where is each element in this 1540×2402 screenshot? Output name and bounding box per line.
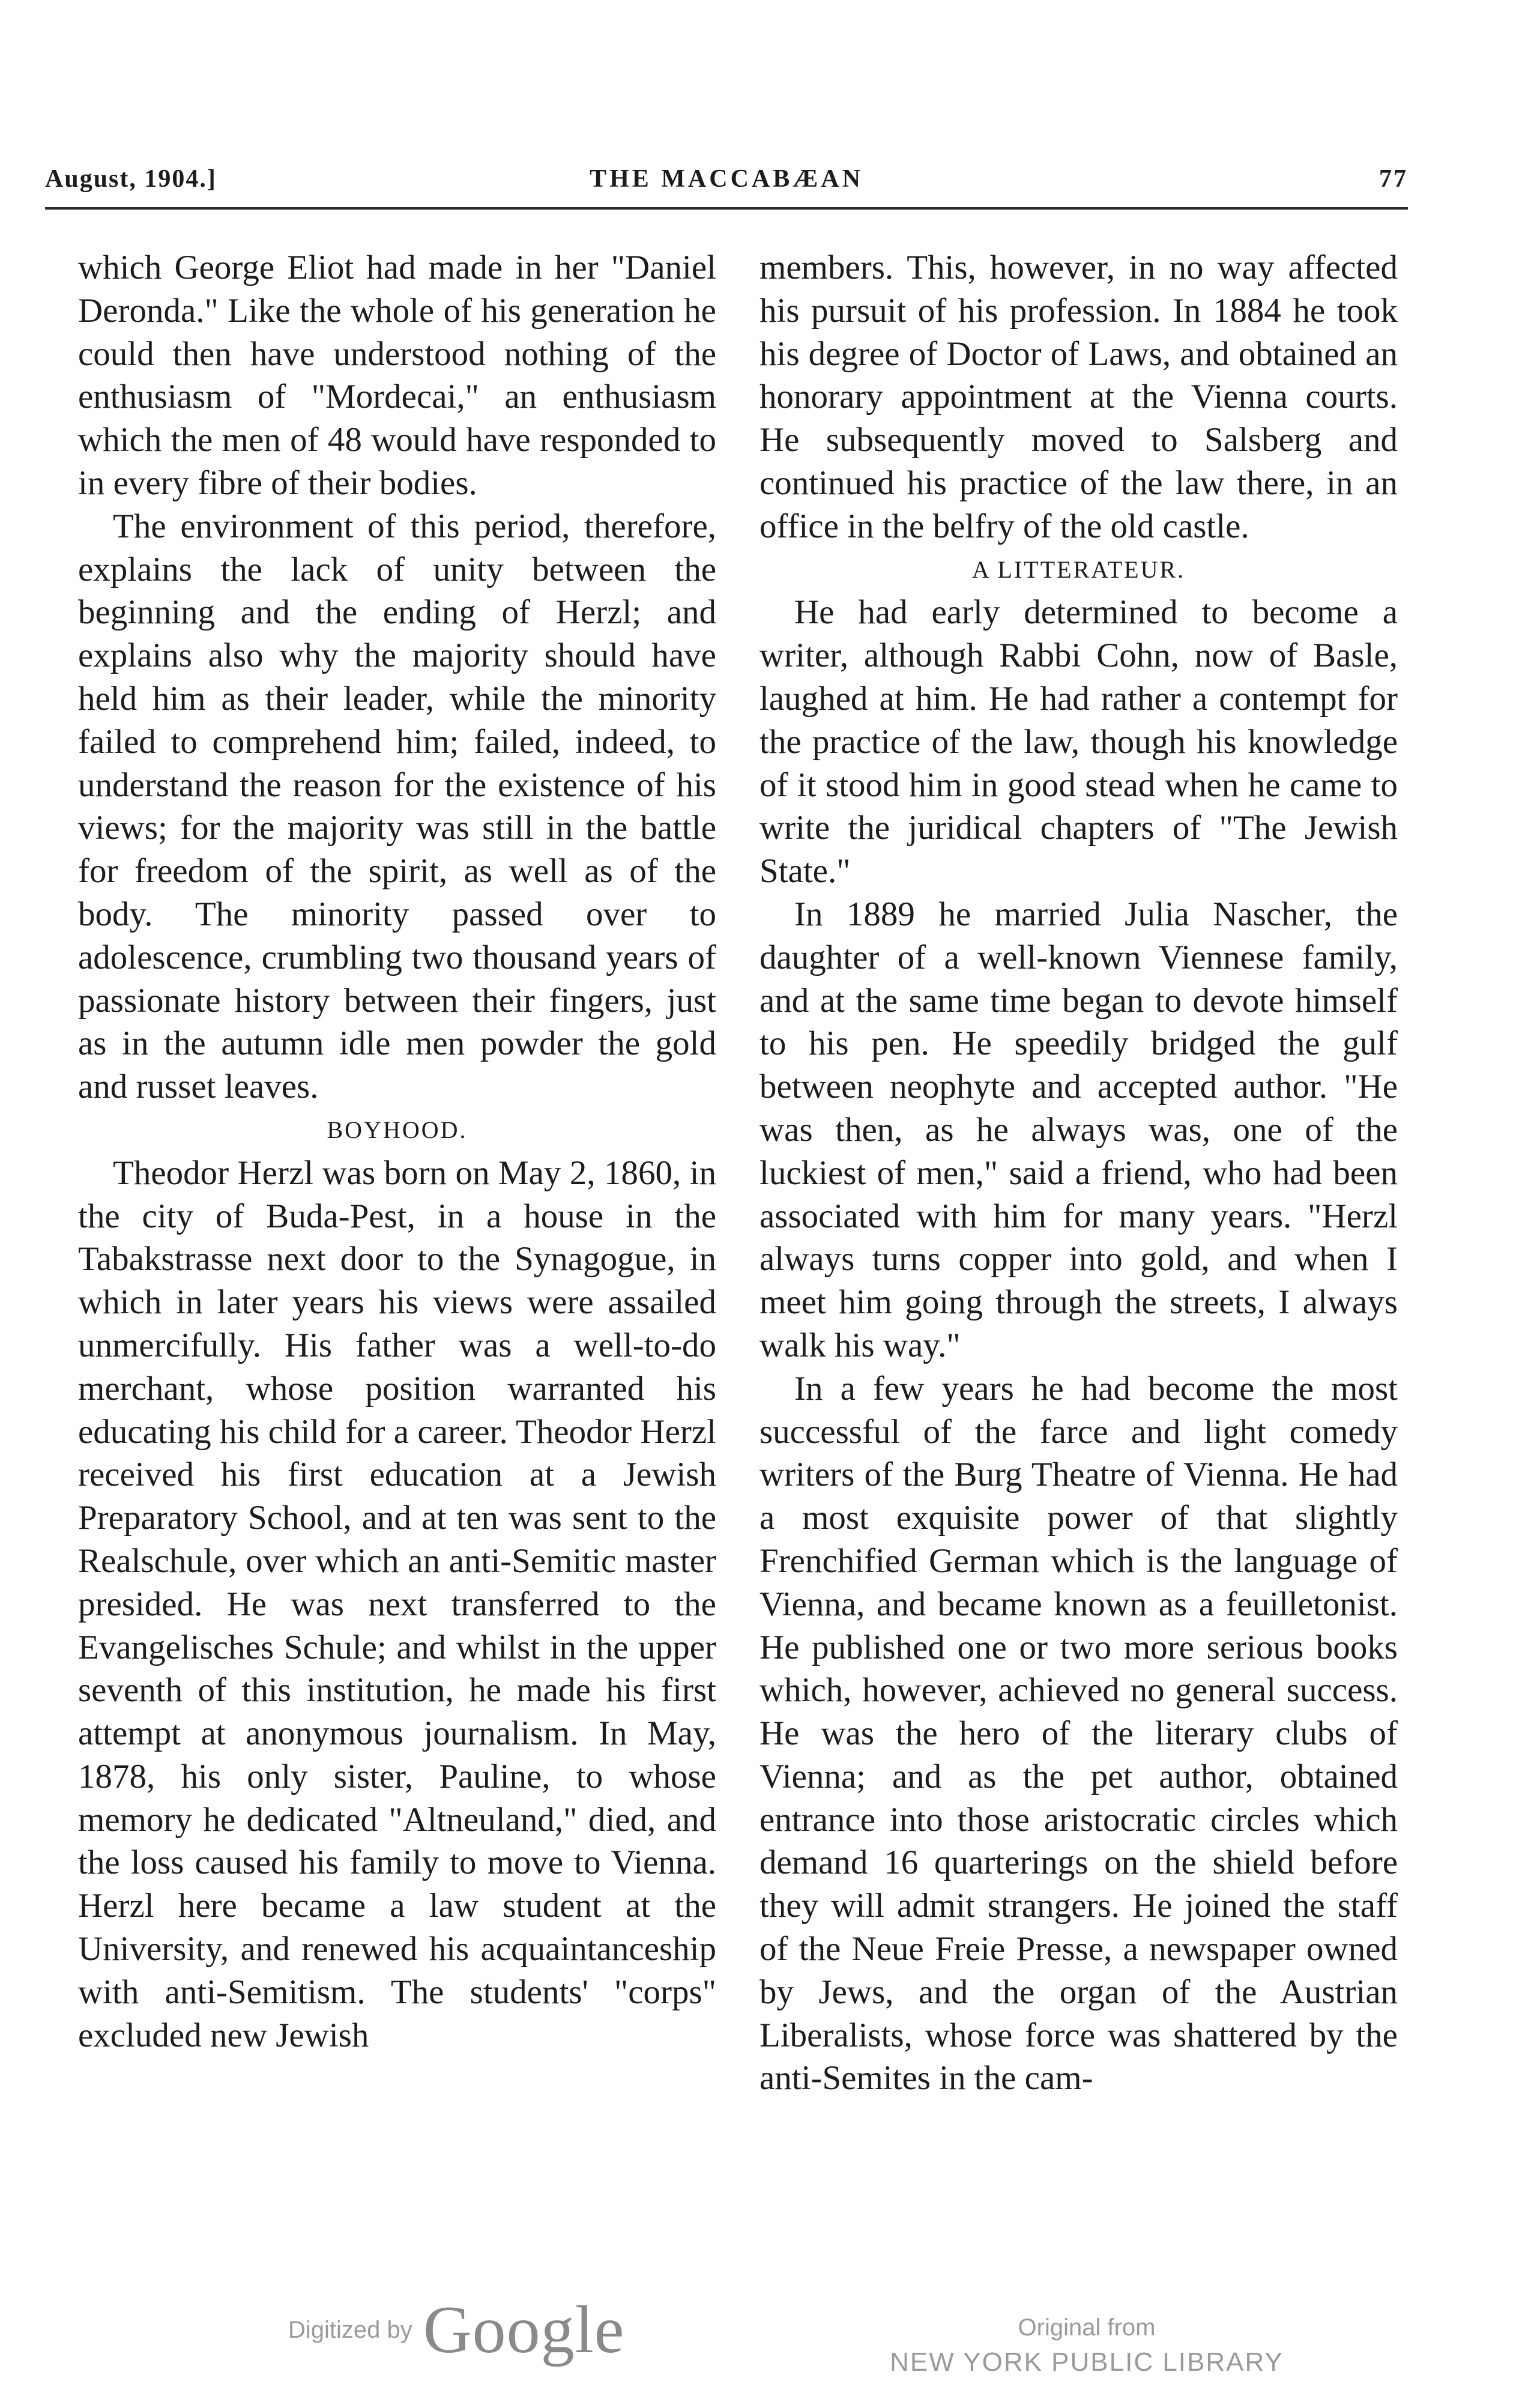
paragraph: Theodor Herzl was born on May 2, 1860, in the city of Buda-Pest, in a house in the Tabakstrasse next door to the Synagogue, in which in later years his views were assailed unmercifully. His father was a well-to-do merchant, whose position warranted his educating his child for a career. Theodor Herzl received his first education at a Jewish Preparatory School, and at ten was sent to the Realschule, over which an anti-Semitic master presided. He was next transferred to the Evangelisches Schule; and whilst in the upper seventh of this institution, he made his first attempt at anonymous journalism. In May, 1878, his only sister, Pauline, to whose memory he dedicated "Altneuland," died, and the loss caused his family to move to Vienna. Herzl here became a law student at the University, and renewed his acquaintanceship with anti-Semitism. The students' "corps" excluded new Jewish [78, 1154, 716, 2054]
paragraph: which George Eliot had made in her "Daniel Deronda." Like the whole of his generation he could then have understood nothing of the enthusiasm of "Mordecai," an enthusiasm which the men of 48 would have responded to in every fibre of their bodies. [78, 249, 716, 502]
paragraph: In 1889 he married Julia Nascher, the daughter of a well-known Viennese family, and at the same time began to devote himself to his pen. He speedily bridged the gulf between neophyte and accepted author. "He was then, as he always was, one of the luckiest of men," said a friend, who had been associated with him for many years. "Herzl always turns copper into gold, and when I meet him going through the streets, I always walk his way." [759, 895, 1398, 1364]
paragraph: He had early determined to become a writer, although Rabbi Cohn, now of Basle, laughed at him. He had rather a contempt for the practice of the law, though his knowledge of it stood him in good stead when he came to write the juridical chapters of "The Jewish State." [759, 593, 1398, 891]
paragraph: members. This, however, in no way affected his pursuit of his profession. In 1884 he took his degree of Doctor of Laws, and obtained an honorary appointment at the Vienna courts. He subsequently moved to Salsberg and continued his practice of the law there, in an office in the belfry of the old castle. [759, 249, 1398, 545]
section-heading-boyhood: BOYHOOD. [327, 1116, 468, 1143]
issue-date: August, 1904.] [45, 165, 217, 193]
source-attribution [871, 2311, 1303, 2380]
running-header [45, 161, 1408, 209]
header-rule [45, 207, 1408, 210]
google-logo: Google [423, 2292, 625, 2367]
paragraph: The environment of this period, therefore, explains the lack of unity between the beginning and the ending of Herzl; and explains also why the majority should have held him as their leader, while the minority failed to comprehend him; failed, indeed, to understand the reason for the existence of his views; for the majority was still in the battle for freedom of the spirit, as well as of the body. The minority passed over to adolescence, crumbling two thousand years of passionate history between their fingers, just as in the autumn idle men powder the gold and russet leaves. [78, 507, 716, 1106]
digitized-by-watermark [288, 2294, 624, 2366]
right-column [759, 246, 1398, 2100]
digitized-by-label: Digitized by [288, 2316, 412, 2343]
paragraph: In a few years he had become the most successful of the farce and light comedy writers of the Burg Theatre of Vienna. He had a most exquisite power of that slightly Frenchified German which is the language of Vienna, and became known as a feuilletonist. He published one or two more serious books which, however, achieved no general success. He was the hero of the literary clubs of Vienna; and as the pet author, obtained entrance into those aristocratic circles which demand 16 quarterings on the shield before they will admit strangers. He joined the staff of the Neue Freie Presse, a newspaper owned by Jews, and the organ of the Austrian Liberalists, whose force was shattered by the anti-Semites in the cam- [759, 1369, 1398, 2098]
page-number: 77 [1379, 165, 1408, 193]
left-column [78, 246, 716, 2057]
library-name: NEW YORK PUBLIC LIBRARY [890, 2347, 1284, 2377]
section-heading-litterateur: A LITTERATEUR. [971, 555, 1186, 583]
original-from-label: Original from [1018, 2314, 1156, 2341]
journal-title: THE MACCABÆAN [590, 165, 863, 193]
